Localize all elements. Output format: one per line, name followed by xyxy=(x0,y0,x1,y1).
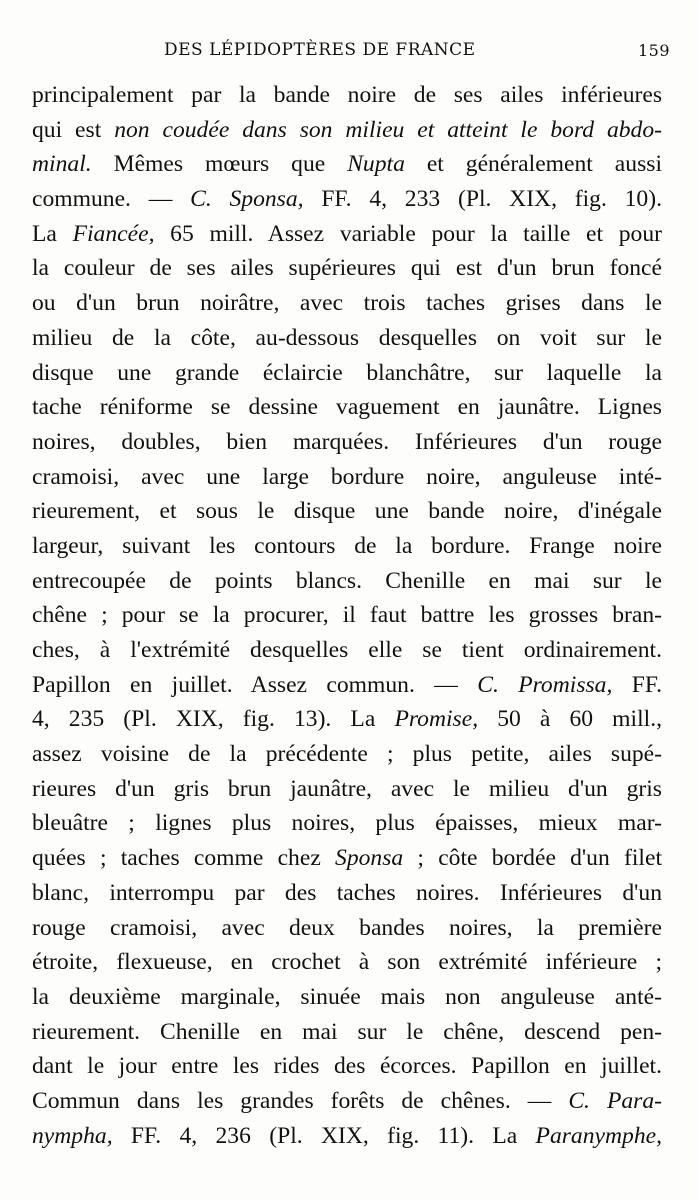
italic-text: Fiancée, xyxy=(72,220,155,247)
text-segment: dant le jour entre les rides des écorces. Papillon en juillet. xyxy=(32,1053,662,1080)
text-line xyxy=(32,217,662,252)
text-segment: rouge cramoisi, avec deux bandes noires, la première xyxy=(32,914,662,941)
page-number: 159 xyxy=(637,40,670,60)
text-segment: Mêmes mœurs que xyxy=(91,151,348,178)
text-segment: cramoisi, avec une large bordure noire, anguleuse inté- xyxy=(32,463,662,490)
text-segment: FF. 4, 233 (Pl. XIX, fig. 10). xyxy=(303,186,662,213)
text-segment: et généralement aussi xyxy=(404,151,662,178)
italic-text: non coudée dans son milieu et atteint le bord abdo- xyxy=(114,116,663,143)
text-line xyxy=(32,356,662,391)
text-line xyxy=(32,78,662,113)
text-segment: FF. 4, 236 (Pl. XIX, fig. 11). La xyxy=(112,1122,536,1149)
text-segment: quées ; taches comme chez xyxy=(32,845,336,872)
text-segment: étroite, flexueuse, en crochet à son extrémité inférieure ; xyxy=(32,949,662,976)
text-line xyxy=(32,1015,662,1050)
text-line xyxy=(32,598,662,633)
text-line xyxy=(32,1084,662,1119)
text-segment: la deuxième marginale, sinuée mais non anguleuse anté- xyxy=(32,983,662,1010)
text-segment: noires, doubles, bien marquées. Inférieures d'un rouge xyxy=(32,428,662,455)
text-segment: 50 à 60 mill., xyxy=(478,706,663,733)
text-line xyxy=(32,806,662,841)
text-line xyxy=(32,182,662,217)
italic-text: C. Sponsa, xyxy=(190,186,304,213)
text-line xyxy=(32,460,662,495)
body-text xyxy=(32,78,662,1153)
text-line xyxy=(32,286,662,321)
text-line xyxy=(32,633,662,668)
text-line xyxy=(32,425,662,460)
running-title: DES LÉPIDOPTÈRES DE FRANCE xyxy=(164,40,476,60)
text-line xyxy=(32,911,662,946)
text-segment: rieures d'un gris brun jaunâtre, avec le milieu d'un gris xyxy=(32,775,662,802)
text-line xyxy=(32,1049,662,1084)
text-segment: blanc, interrompu par des taches noires. Inférieures d'un xyxy=(32,879,662,906)
text-segment: entrecoupée de points blancs. Chenille en mai sur le xyxy=(32,567,662,594)
text-segment: ; côte bordée d'un filet xyxy=(403,845,662,872)
text-line xyxy=(32,564,662,599)
text-line xyxy=(32,772,662,807)
text-segment: rieurement, et sous le disque une bande noire, d'inégale xyxy=(32,498,662,525)
text-segment: Commun dans les grandes forêts de chênes. — xyxy=(32,1087,569,1114)
italic-text: Promise, xyxy=(394,706,479,733)
italic-text: minal. xyxy=(32,151,92,178)
text-segment: 4, 235 (Pl. XIX, fig. 13). La xyxy=(32,706,395,733)
text-line xyxy=(32,737,662,772)
text-segment: ou d'un brun noirâtre, avec trois taches grises dans le xyxy=(32,290,662,317)
text-segment: milieu de la côte, au-dessous desquelles on voit sur le xyxy=(32,324,662,351)
text-line xyxy=(32,390,662,425)
text-segment: bleuâtre ; lignes plus noires, plus épaisses, mieux mar- xyxy=(32,810,662,837)
running-header xyxy=(150,40,670,60)
italic-text: C. Para- xyxy=(568,1087,662,1114)
text-line xyxy=(32,529,662,564)
text-line xyxy=(32,251,662,286)
italic-text: nympha, xyxy=(32,1122,113,1149)
text-segment: qui est xyxy=(32,116,115,143)
text-line xyxy=(32,113,662,148)
text-segment: la couleur de ses ailes supérieures qui est d'un brun foncé xyxy=(32,255,662,282)
text-segment: chêne ; pour se la procurer, il faut battre les grosses bran- xyxy=(32,602,662,629)
text-segment: FF. xyxy=(612,671,663,698)
text-segment: tache réniforme se dessine vaguement en jaunâtre. Lignes xyxy=(32,394,662,421)
text-segment: rieurement. Chenille en mai sur le chêne, descend pen- xyxy=(32,1018,662,1045)
text-line xyxy=(32,841,662,876)
text-line xyxy=(32,702,662,737)
text-line xyxy=(32,668,662,703)
italic-text: Nupta xyxy=(347,151,405,178)
text-line xyxy=(32,876,662,911)
text-line xyxy=(32,1119,662,1154)
text-segment: disque une grande éclaircie blanchâtre, sur laquelle la xyxy=(32,359,662,386)
text-line xyxy=(32,980,662,1015)
text-segment: commune. — xyxy=(32,186,191,213)
text-segment: principalement par la bande noire de ses ailes inférieures xyxy=(32,82,662,108)
text-line xyxy=(32,945,662,980)
text-segment: Papillon en juillet. Assez commun. — xyxy=(32,671,478,698)
text-segment: ches, à l'extrémité desquelles elle se tient ordinairement. xyxy=(32,637,662,663)
text-line xyxy=(32,147,662,182)
text-segment: La xyxy=(32,220,73,247)
text-segment: assez voisine de la précédente ; plus petite, ailes supé- xyxy=(32,741,662,768)
text-segment: 65 mill. Assez variable pour la taille et pour xyxy=(154,220,662,247)
italic-text: C. Promissa, xyxy=(477,671,613,698)
text-segment: largeur, suivant les contours de la bordure. Frange noire xyxy=(32,532,662,559)
text-line xyxy=(32,321,662,356)
italic-text: Sponsa xyxy=(335,845,404,872)
italic-text: Paranymphe, xyxy=(535,1122,662,1149)
text-line xyxy=(32,494,662,529)
